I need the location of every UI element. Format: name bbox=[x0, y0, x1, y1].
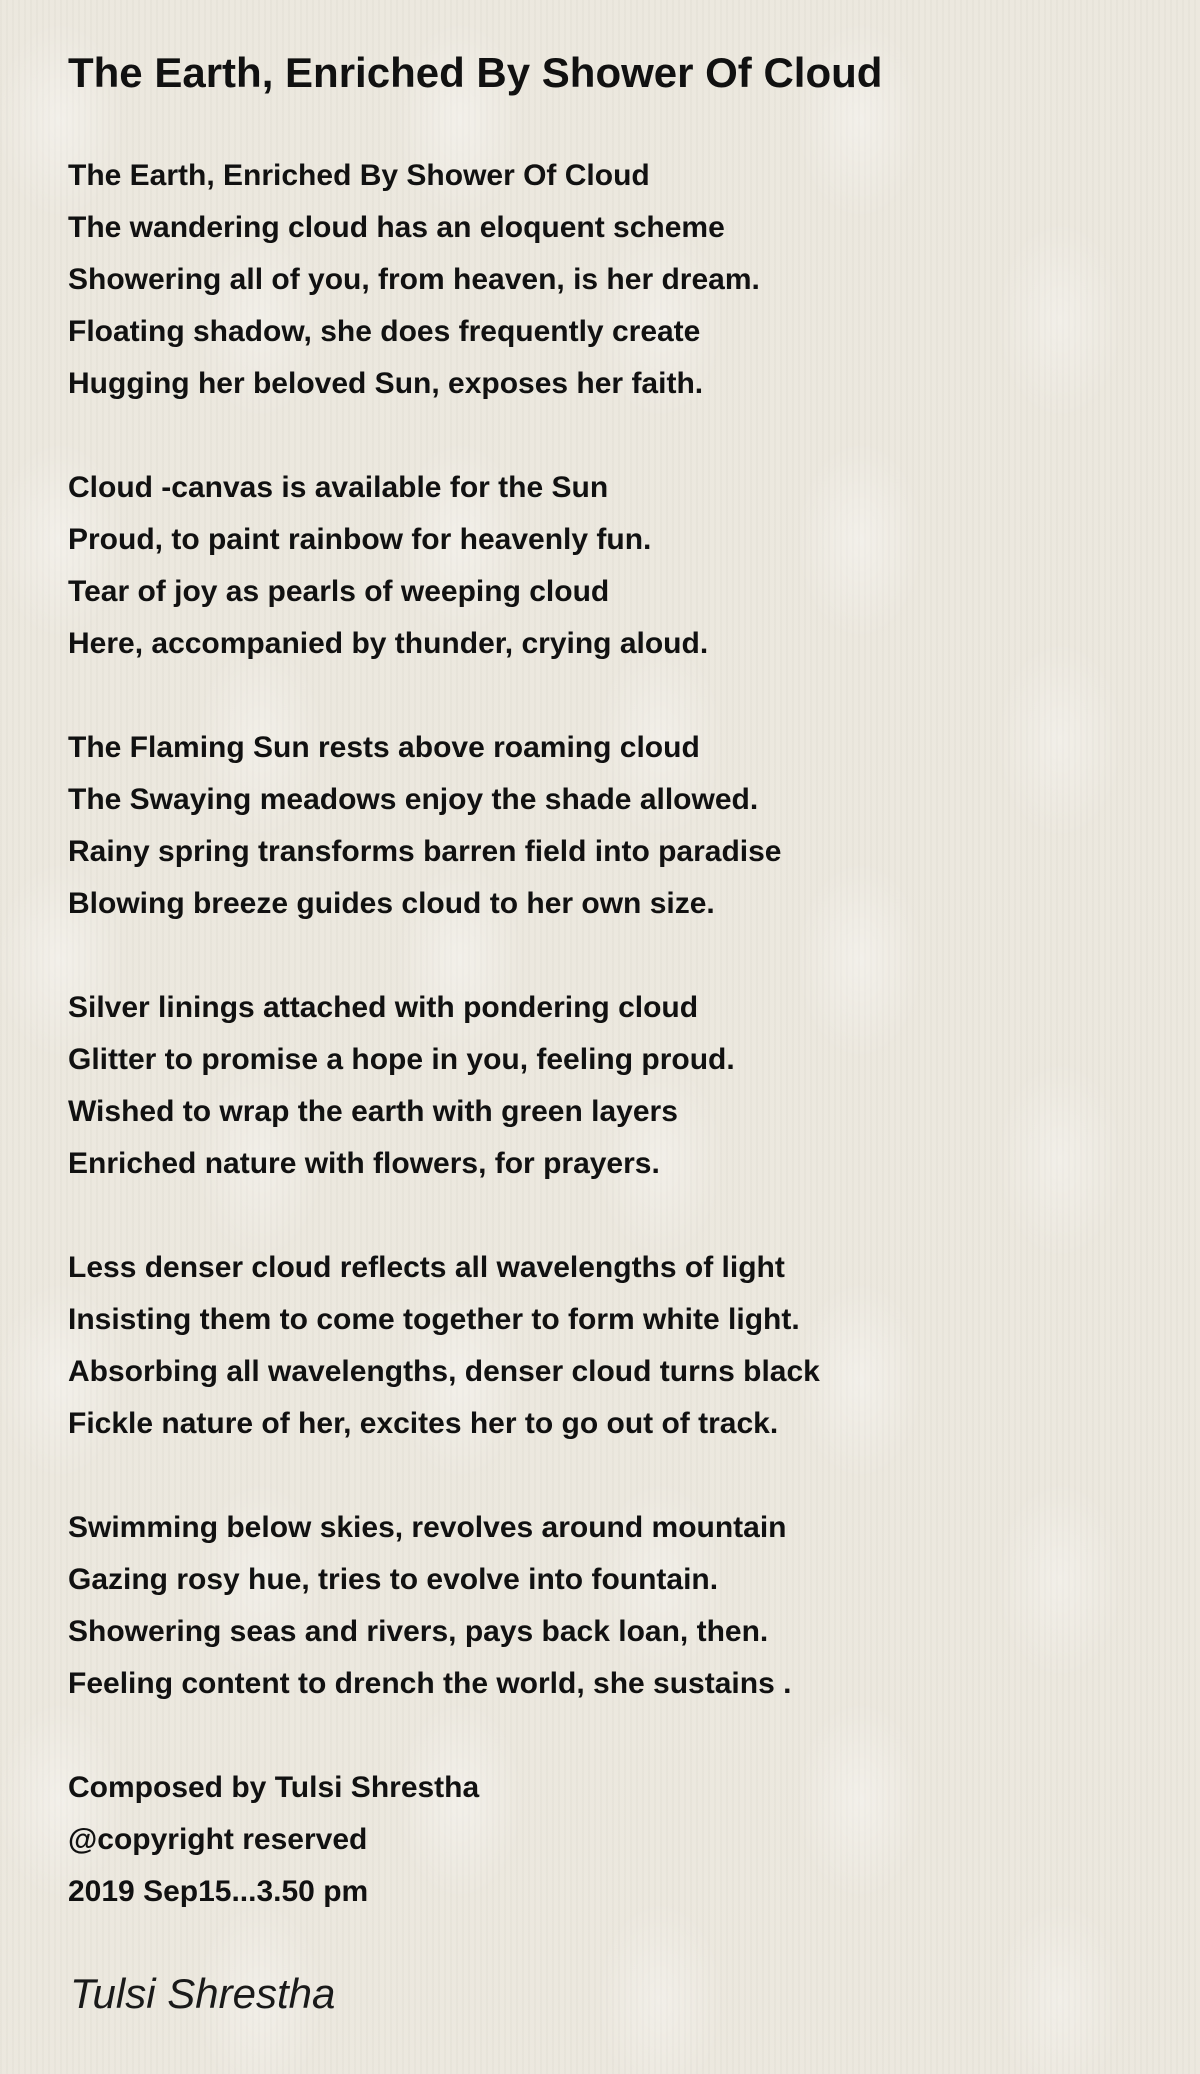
poem-line: The Swaying meadows enjoy the shade allowed. bbox=[68, 783, 759, 816]
stanza-break bbox=[68, 1710, 1148, 1762]
stanza bbox=[68, 150, 1148, 410]
poem-line: Fickle nature of her, excites her to go out of track. bbox=[68, 1407, 779, 1440]
stanza-break bbox=[68, 670, 1148, 722]
stanza-break bbox=[68, 410, 1148, 462]
poem-line: Silver linings attached with pondering cloud bbox=[68, 991, 699, 1024]
stanza-break bbox=[68, 1190, 1148, 1242]
poem-line: Here, accompanied by thunder, crying aloud. bbox=[68, 627, 709, 660]
stanza bbox=[68, 722, 1148, 930]
stanza bbox=[68, 462, 1148, 670]
poem-line: Floating shadow, she does frequently create bbox=[68, 315, 701, 348]
poem-line: Swimming below skies, revolves around mountain bbox=[68, 1511, 787, 1544]
stanza bbox=[68, 1502, 1148, 1710]
poem-line: Showering seas and rivers, pays back loan, then. bbox=[68, 1615, 769, 1648]
author-signature: Tulsi Shrestha bbox=[70, 1970, 336, 2017]
poem-footer bbox=[68, 1762, 1148, 1918]
poem-line: Proud, to paint rainbow for heavenly fun. bbox=[68, 523, 652, 556]
composition-date: 2019 Sep15...3.50 pm bbox=[68, 1875, 369, 1908]
poem-line: Enriched nature with flowers, for prayers. bbox=[68, 1147, 660, 1180]
poem-line: The Earth, Enriched By Shower Of Cloud bbox=[68, 159, 650, 192]
page-title: The Earth, Enriched By Shower Of Cloud bbox=[68, 49, 883, 96]
poem-line: Absorbing all wavelengths, denser cloud turns black bbox=[68, 1355, 820, 1388]
composer-credit: Composed by Tulsi Shrestha bbox=[68, 1771, 480, 1804]
poem-line: Feeling content to drench the world, she sustains . bbox=[68, 1667, 792, 1700]
stanza-break bbox=[68, 1450, 1148, 1502]
poem-line: Gazing rosy hue, tries to evolve into fountain. bbox=[68, 1563, 719, 1596]
stanza bbox=[68, 982, 1148, 1190]
poem-line: Cloud -canvas is available for the Sun bbox=[68, 471, 609, 504]
poem-line: The Flaming Sun rests above roaming cloud bbox=[68, 731, 700, 764]
poem-body bbox=[68, 150, 1148, 1918]
poem-line: The wandering cloud has an eloquent scheme bbox=[68, 211, 725, 244]
poem-line: Hugging her beloved Sun, exposes her faith. bbox=[68, 367, 704, 400]
poem-line: Blowing breeze guides cloud to her own size. bbox=[68, 887, 715, 920]
stanza-break bbox=[68, 930, 1148, 982]
poem-line: Rainy spring transforms barren field into paradise bbox=[68, 835, 782, 868]
poem-line: Wished to wrap the earth with green layers bbox=[68, 1095, 678, 1128]
poem-line: Glitter to promise a hope in you, feeling proud. bbox=[68, 1043, 735, 1076]
poem-line: Less denser cloud reflects all wavelengths of light bbox=[68, 1251, 785, 1284]
poem-line: Tear of joy as pearls of weeping cloud bbox=[68, 575, 610, 608]
stanza bbox=[68, 1242, 1148, 1450]
poem-line: Insisting them to come together to form white light. bbox=[68, 1303, 800, 1336]
copyright-notice: @copyright reserved bbox=[68, 1823, 368, 1856]
poem-line: Showering all of you, from heaven, is her dream. bbox=[68, 263, 760, 296]
